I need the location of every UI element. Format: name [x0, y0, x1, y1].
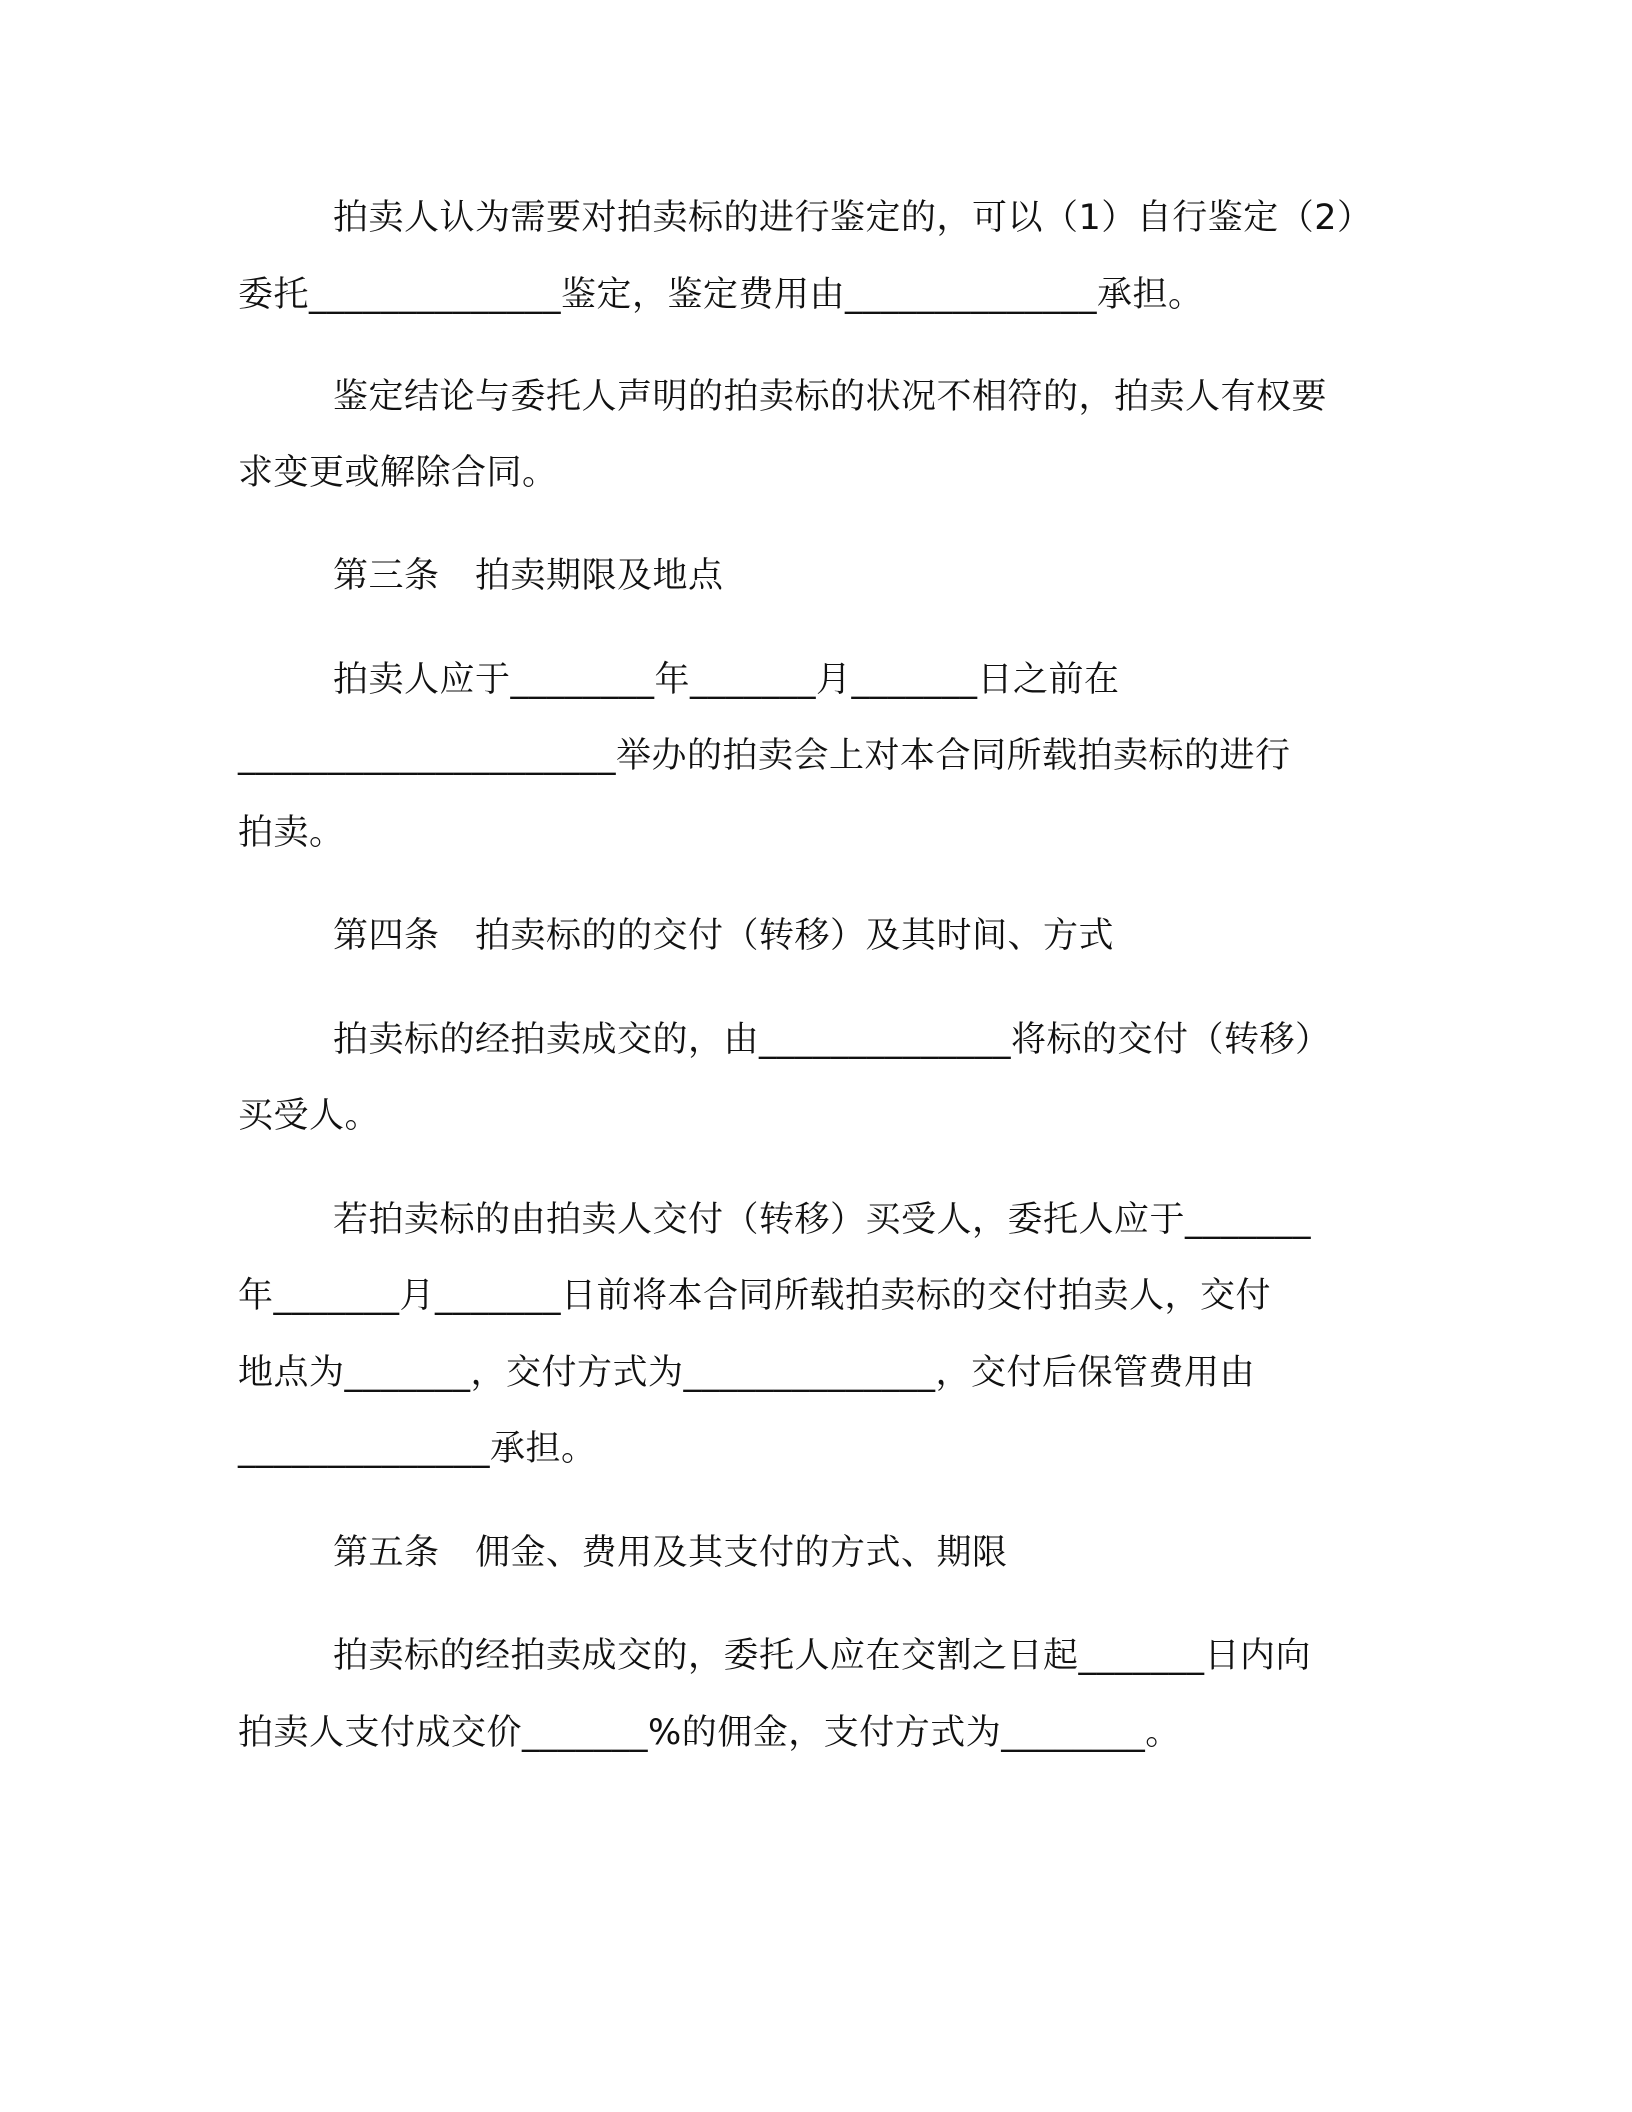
- paragraph-line: 拍卖人认为需要对拍卖标的进行鉴定的，可以（1）自行鉴定（2）: [333, 198, 1373, 238]
- paragraph-line: 拍卖标的经拍卖成交的，委托人应在交割之日起_______日内向: [333, 1636, 1312, 1676]
- paragraph-line: 拍卖人支付成交价_______%的佣金，支付方式为________。: [238, 1713, 1181, 1753]
- section-heading: 第四条 拍卖标的的交付（转移）及其时间、方式: [333, 916, 1115, 956]
- paragraph-line: _____________________举办的拍卖会上对本合同所载拍卖标的进行: [238, 736, 1291, 776]
- paragraph-line: 鉴定结论与委托人声明的拍卖标的状况不相符的，拍卖人有权要: [333, 377, 1328, 417]
- paragraph-line: 若拍卖标的由拍卖人交付（转移）买受人，委托人应于_______: [333, 1200, 1312, 1240]
- paragraph-line: 委托______________鉴定，鉴定费用由______________承担。: [238, 275, 1204, 315]
- paragraph-line: 买受人。: [238, 1096, 381, 1136]
- paragraph-line: 地点为_______，交付方式为______________，交付后保管费用由: [238, 1353, 1256, 1393]
- paragraph-line: 求变更或解除合同。: [238, 453, 558, 493]
- paragraph-line: 拍卖人应于________年_______月_______日之前在: [333, 660, 1120, 700]
- section-heading: 第五条 佣金、费用及其支付的方式、期限: [333, 1533, 1008, 1573]
- paragraph-line: 拍卖。: [238, 813, 345, 853]
- section-heading: 第三条 拍卖期限及地点: [333, 556, 724, 596]
- paragraph-line: 年_______月_______日前将本合同所载拍卖标的交付拍卖人，交付: [238, 1276, 1272, 1316]
- paragraph-line: 拍卖标的经拍卖成交的，由______________将标的交付（转移）: [333, 1020, 1331, 1060]
- paragraph-line: ______________承担。: [238, 1429, 597, 1469]
